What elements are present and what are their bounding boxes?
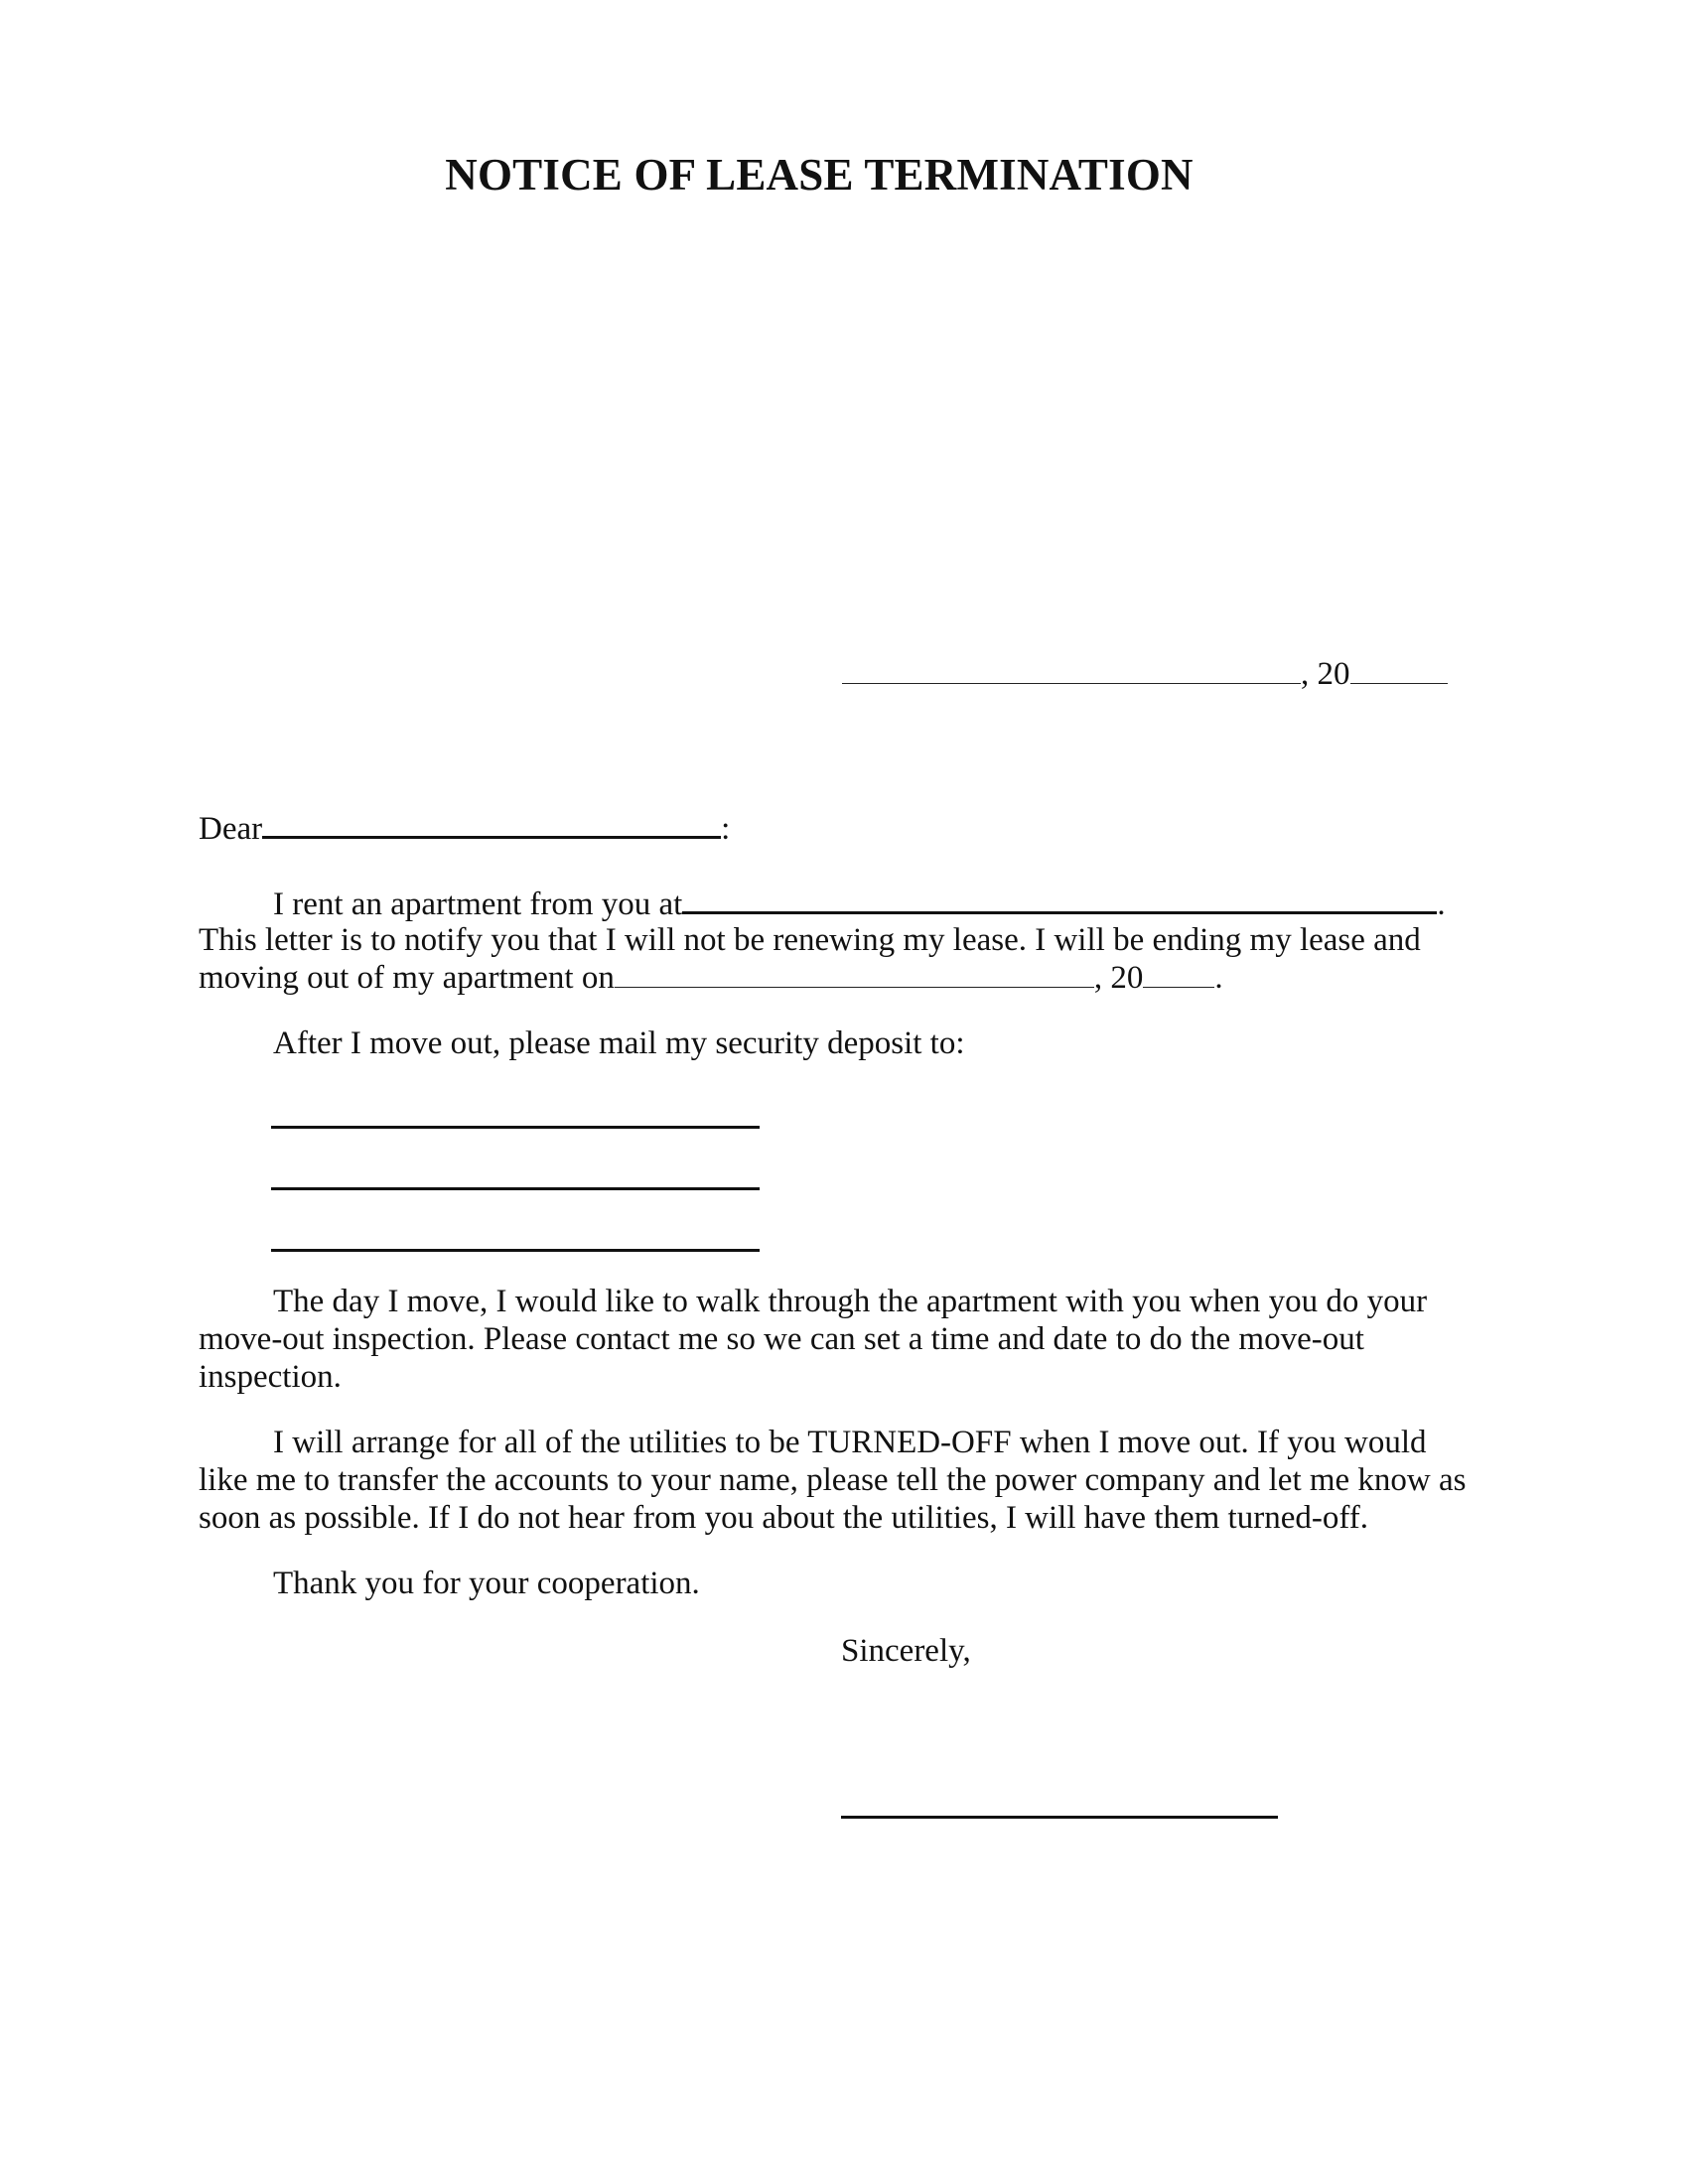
forwarding-address-line-3[interactable]: [271, 1249, 760, 1252]
salutation: [199, 808, 730, 848]
paragraph-5: Thank you for your cooperation.: [273, 1566, 700, 1601]
move-out-period: .: [1214, 960, 1223, 996]
paragraph-1-line-3: [199, 959, 1223, 997]
salutation-suffix: :: [721, 811, 731, 847]
move-out-date-label: moving out of my apartment on: [199, 960, 615, 996]
paragraph-1-line-2: This letter is to notify you that I will not be renewing my lease. I will be ending my lease and: [199, 922, 1421, 958]
paragraph-2: After I move out, please mail my security deposit to:: [273, 1025, 965, 1061]
date-month-day-blank[interactable]: [842, 655, 1301, 684]
salutation-prefix: Dear: [199, 811, 263, 847]
closing: Sincerely,: [841, 1633, 971, 1669]
landlord-name-blank[interactable]: [262, 808, 721, 839]
paragraph-3-line-1: The day I move, I would like to walk through the apartment with you when you do your: [273, 1284, 1428, 1319]
date-line: [842, 655, 1448, 693]
apartment-address-blank[interactable]: [682, 884, 1437, 914]
paragraph-4-line-2: like me to transfer the accounts to your name, please tell the power company and let me know as: [199, 1462, 1467, 1498]
date-year-prefix: , 20: [1301, 656, 1350, 692]
date-year-blank[interactable]: [1350, 655, 1448, 684]
move-out-year-blank[interactable]: [1143, 959, 1214, 988]
paragraph-3-line-2: move-out inspection. Please contact me so we can set a time and date to do the move-out: [199, 1321, 1364, 1357]
paragraph-3-line-3: inspection.: [199, 1359, 342, 1395]
move-out-year-prefix: , 20: [1093, 960, 1144, 996]
paragraph-4-line-1: I will arrange for all of the utilities to be TURNED-OFF when I move out. If you would: [273, 1425, 1427, 1460]
apartment-address-label: I rent an apartment from you at: [273, 887, 683, 922]
document-title: NOTICE OF LEASE TERMINATION: [445, 150, 1194, 200]
address-period: .: [1437, 887, 1446, 922]
forwarding-address-line-2[interactable]: [271, 1187, 760, 1190]
move-out-date-blank[interactable]: [615, 959, 1094, 988]
forwarding-address-line-1[interactable]: [271, 1126, 760, 1129]
paragraph-4-line-3: soon as possible. If I do not hear from you about the utilities, I will have them turned-off.: [199, 1500, 1368, 1536]
paragraph-1-line-1: [273, 884, 1446, 923]
signature-line[interactable]: [841, 1816, 1278, 1819]
